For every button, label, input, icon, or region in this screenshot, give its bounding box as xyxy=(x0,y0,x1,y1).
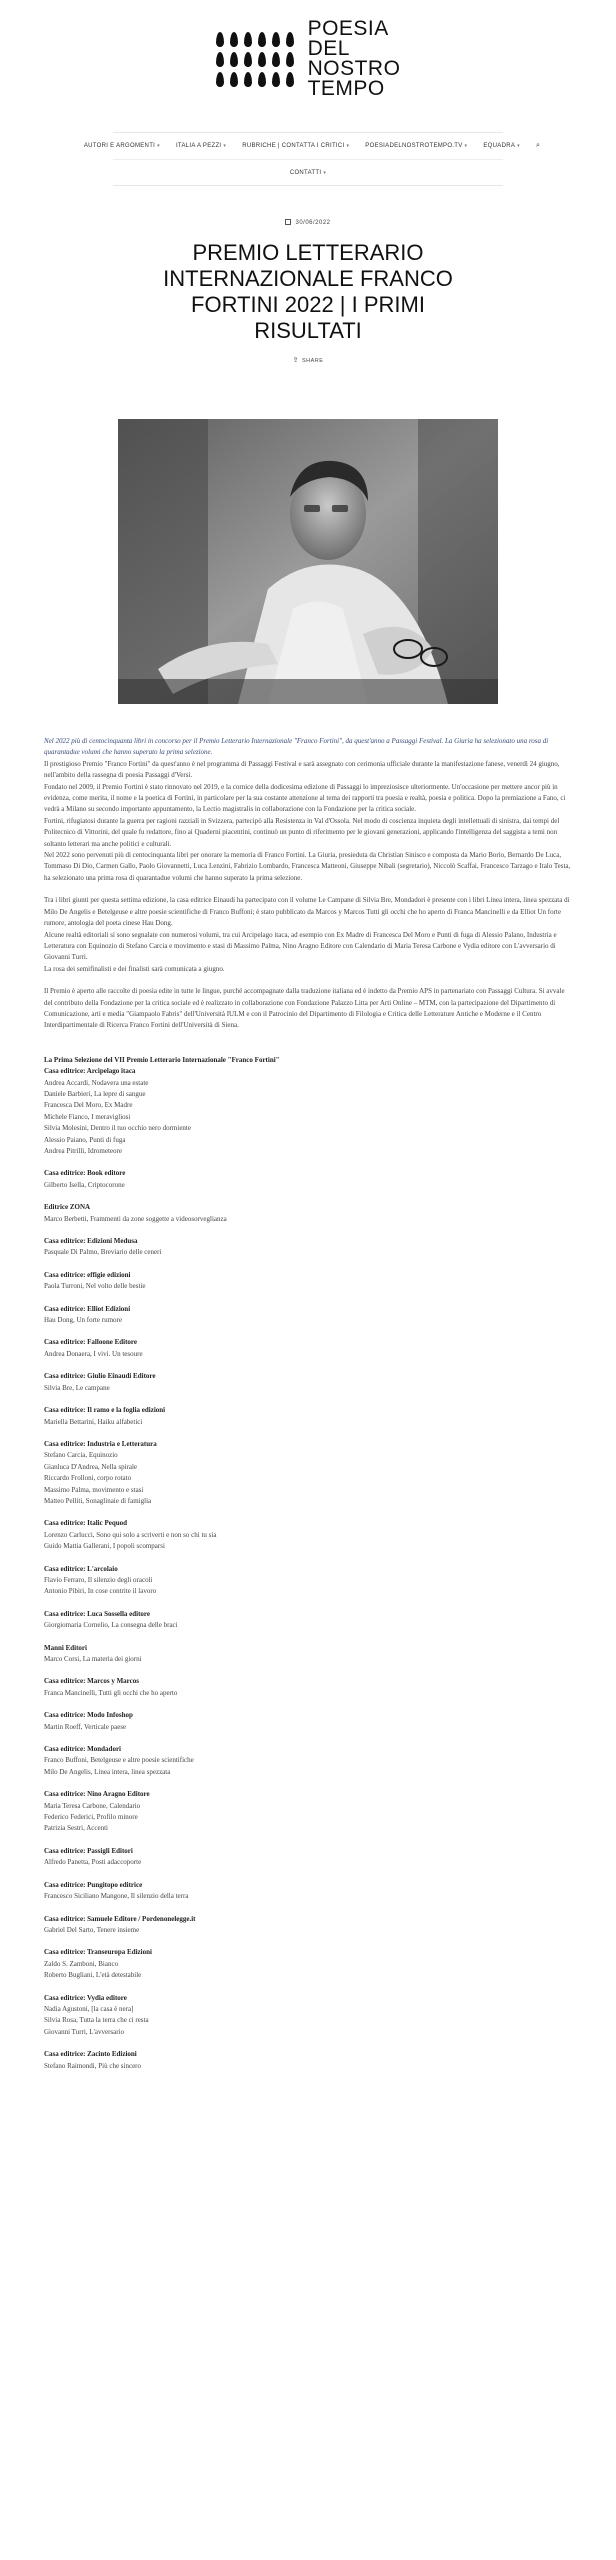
article-paragraph: La rosa dei semifinalisti e dei finalisti sarà comunicata a giugno. xyxy=(44,964,225,973)
logo-line: TEMPO xyxy=(307,77,385,100)
logo-drop-icon xyxy=(286,32,294,47)
publisher-block xyxy=(44,1202,572,1225)
article-paragraph: Alcune realtà editoriali si sono segnalate con numerosi volumi, tra cui Arcipelago itaca, ad esempio con Ex Madre di Francesca Del Moro e Punti di fuga di Alessio Palano, Industria e Letteratura con Equinozio di Stefano Carcia e movimento e stasi di Massimo Palma, Nino Aragno Editore con Calendario di Maria Teresa Carbone e Vydia editore con L'avversario di Giovanni Turri. xyxy=(44,930,557,962)
nav-item-label: CONTATTI xyxy=(289,169,322,176)
book-entry: Riccardo Frolloni, corpo rotato xyxy=(44,1474,132,1483)
article-date-text: 30/06/2022 xyxy=(295,220,331,226)
logo-drop-icon xyxy=(230,32,238,47)
publisher-block xyxy=(44,1880,572,1903)
publisher-block xyxy=(44,1710,572,1733)
publisher-block xyxy=(44,1676,572,1699)
publisher-name: Manni Editori xyxy=(44,1643,87,1652)
article-intro: Nel 2022 più di centocinquanta libri in concorso per il Premio Letterario Internazionale "Franco Fortini", da quest'anno a Passaggi Festival. La Giuria ha selezionato una rosa di quarantadue volumi che hanno superato la prima selezione. xyxy=(44,737,549,757)
publisher-name: Casa editrice: Luca Sossella editore xyxy=(44,1609,151,1618)
book-entry: Mariella Bettarini, Haiku alfabetici xyxy=(44,1417,143,1426)
chevron-down-icon: ▾ xyxy=(323,169,327,176)
book-entry: Stefano Raimondi, Più che sincero xyxy=(44,2061,142,2070)
calendar-icon xyxy=(285,219,291,225)
chevron-down-icon: ▾ xyxy=(157,143,160,149)
book-entry: Franca Mancinelli, Tutti gli occhi che ho aperto xyxy=(44,1688,178,1697)
selection-title: La Prima Selezione del VII Premio Letterario Internazionale "Franco Fortini" xyxy=(44,1055,280,1064)
book-entry: Patrizia Sestri, Accenti xyxy=(44,1824,108,1833)
publisher-block xyxy=(44,1337,572,1360)
publisher-block xyxy=(44,1914,572,1937)
book-entry: Federico Federici, Profilo minore xyxy=(44,1813,138,1822)
book-entry: Daniele Barbieri, La lepre di sangue xyxy=(44,1089,146,1098)
publisher-name: Casa editrice: Il ramo e la foglia edizioni xyxy=(44,1406,166,1415)
publisher-name: Casa editrice: Falloone Editore xyxy=(44,1338,137,1347)
publisher-name: Casa editrice: Edizioni Medusa xyxy=(44,1237,138,1246)
publisher-name: Casa editrice: Vydia editore xyxy=(44,1993,127,2002)
article-paragraph: Nel 2022 sono pervenuti più di centocinquanta libri per onorare la memoria di Franco Fortini. La Giuria, presieduta da Christian Sinisco e composta da Mario Borio, Bernardo De Luca, Tommaso Di Dio, Carmen Gallo, Paolo Giovannetti, Luca Lenzini, Fabrizio Lombardo, Francesca Matteoni, Giuseppe Nibali (segretario), Niccolò Scaffai, Francesco Tarzago e Italo Testa, ha selezionato una prima rosa di quarantadue volumi che hanno superato la prima selezione. xyxy=(44,851,571,882)
publisher-name: Casa editrice: Modo Infoshop xyxy=(44,1711,133,1720)
publisher-name: Casa editrice: effigie edizioni xyxy=(44,1270,131,1279)
publisher-name: Casa editrice: Mondadori xyxy=(44,1745,121,1754)
logo-drop-icon xyxy=(258,72,266,87)
logo-drops-icon xyxy=(216,32,294,87)
nav-item-label: POESIADELNOSTROTEMPO.TV xyxy=(365,143,463,149)
publisher-block xyxy=(44,2049,572,2072)
site-header xyxy=(0,0,616,118)
book-entry: Flavio Ferraro, Il silenzio degli oracoli xyxy=(44,1575,153,1584)
book-entry: Hau Dong, Un forte rumore xyxy=(44,1316,122,1325)
publisher-name: Casa editrice: Book editore xyxy=(44,1169,126,1178)
book-entry: Giorgiomaria Cornelio, La consegna delle braci xyxy=(44,1621,178,1630)
logo-drop-icon xyxy=(244,32,252,47)
article-paragraph: Il prestigioso Premio "Franco Fortini" da quest'anno è nel programma di Passaggi Festival e sarà assegnato con cerimonia ufficiale durante la manifestazione fanese, venerdì 24 giugno, nell'ambito della rassegna di poesia Passaggi d'Versi. xyxy=(44,759,560,780)
book-entry: Silvia Molesini, Dentro il tuo occhio nero dormiente xyxy=(44,1124,191,1133)
book-entry: Gabriel Del Sarto, Tenere insieme xyxy=(44,1925,140,1934)
publisher-name: Casa editrice: Samuele Editore / Pordenonelegge.it xyxy=(44,1914,196,1923)
publisher-block xyxy=(44,1371,572,1394)
logo-drop-icon xyxy=(230,72,238,87)
logo-drop-icon xyxy=(286,72,294,87)
publisher-block xyxy=(44,1609,572,1632)
publisher-block xyxy=(44,1405,572,1428)
publisher-block xyxy=(44,1993,572,2039)
book-entry: Milo De Angelis, Linea intera, linea spezzata xyxy=(44,1767,171,1776)
share-label: SHARE xyxy=(301,358,324,364)
publisher-name: Editrice ZONA xyxy=(44,1203,91,1212)
publisher-block xyxy=(44,1304,572,1327)
book-entry: Lorenzo Carlucci, Sono qui solo a scriverti e non so chi tu sia xyxy=(44,1530,217,1539)
book-entry: Alessio Paiano, Punti di fuga xyxy=(44,1135,126,1144)
logo-line: POESIA xyxy=(307,17,389,40)
publisher-block xyxy=(44,1236,572,1259)
article-featured-image xyxy=(118,419,498,704)
book-entry: Stefano Carcia, Equinozio xyxy=(44,1451,118,1460)
book-entry: Marco Berbetti, Frammenti da zone soggette a videosorveglianza xyxy=(44,1214,227,1223)
chevron-down-icon: ▾ xyxy=(223,143,227,149)
book-entry: Franco Buffoni, Betelgeuse e altre poesie scientifiche xyxy=(44,1756,194,1765)
logo-drop-icon xyxy=(272,72,280,87)
main-navigation xyxy=(83,132,541,186)
logo-drop-icon xyxy=(258,32,266,47)
book-entry: Andrea Donaera, I vivi. Un tesoure xyxy=(44,1349,143,1358)
book-entry: Michele Fianco, I meravigliosi xyxy=(44,1112,131,1121)
publisher-name: Casa editrice: Zacinto Edizioni xyxy=(44,2050,137,2059)
nav-item-rubriche-contatta-i-critici[interactable] xyxy=(242,143,349,149)
publisher-list xyxy=(44,1066,572,2072)
publisher-block xyxy=(44,1744,572,1778)
book-entry: Marco Corsi, La materia dei giorni xyxy=(44,1655,142,1663)
chevron-down-icon: ▾ xyxy=(464,143,468,149)
logo-wordmark xyxy=(308,19,401,99)
publisher-block xyxy=(44,1518,572,1552)
nav-item-label: AUTORI E ARGOMENTI xyxy=(83,143,156,149)
book-entry: Maria Teresa Carbone, Calendario xyxy=(44,1801,141,1810)
logo-drop-icon xyxy=(216,72,224,87)
book-entry: Alfredo Panetta, Posti adaccoporte xyxy=(44,1858,142,1867)
share-icon: ⇪ xyxy=(292,357,299,364)
logo-drop-icon xyxy=(216,52,224,67)
publisher-name: Casa editrice: Industria e Letteratura xyxy=(44,1439,157,1448)
article-body xyxy=(44,736,572,2072)
publisher-name: Casa editrice: L'arcolaio xyxy=(44,1564,118,1573)
book-entry: Francesca Del Moro, Ex Madre xyxy=(44,1101,133,1110)
book-entry: Massimo Palma, movimento e stasi xyxy=(44,1485,144,1494)
publisher-name: Casa editrice: Elliot Edizioni xyxy=(44,1304,131,1313)
nav-item-label: EQUADRA xyxy=(483,143,516,149)
book-entry: Martin Roeff, Verticale paese xyxy=(44,1722,127,1731)
nav-item-equadra[interactable] xyxy=(483,143,520,149)
article-title: PREMIO LETTERARIO INTERNAZIONALE FRANCO FORTINI 2022 | I PRIMI RISULTATI xyxy=(163,240,453,343)
publisher-block xyxy=(44,1846,572,1869)
logo-drop-icon xyxy=(244,52,252,67)
publisher-block xyxy=(44,1564,572,1598)
share-button[interactable] xyxy=(0,356,616,364)
book-entry: Guido Mattia Gallerani, I popoli scomparsi xyxy=(44,1542,165,1551)
book-entry: Nadia Agustoni, [la casa è nera] xyxy=(44,2004,134,2013)
book-entry: Pasquale Di Palmo, Breviario delle ceneri xyxy=(44,1248,162,1257)
portrait-photo xyxy=(118,419,498,704)
nav-item-poesiadelnostrotempo-tv[interactable] xyxy=(365,143,467,149)
site-logo[interactable] xyxy=(216,19,401,99)
logo-drop-icon xyxy=(286,52,294,67)
logo-line: NOSTRO xyxy=(307,57,401,80)
publisher-name: Casa editrice: Marcos y Marcos xyxy=(44,1677,139,1686)
nav-item-label: RUBRICHE | CONTATTA I CRITICI xyxy=(242,143,345,149)
publisher-name: Casa editrice: Italic Pequod xyxy=(44,1519,128,1528)
book-entry: Giovanni Turri, L'avversario xyxy=(44,2027,125,2036)
logo-drop-icon xyxy=(258,52,266,67)
publisher-name: Casa editrice: Passigli Editori xyxy=(44,1846,133,1855)
logo-drop-icon xyxy=(216,32,224,47)
publisher-name: Casa editrice: Nino Aragno Editore xyxy=(44,1790,150,1799)
chevron-down-icon: ▾ xyxy=(517,143,520,149)
book-entry: Silvia Bre, Le campane xyxy=(44,1383,110,1392)
article-paragraph: Il Premio è aperto alle raccolte di poesia edite in tutte le lingue, purché accompagnate dalla traduzione italiana ed è indetto da Premio APS in partenariato con Passaggi Cultura. Si avvale del contributo della Fondazione per la critica sociale ed è realizzato in collaborazione con Fondazione Palazzo Litta per Arti Online – MTM, con la partecipazione del Dipartimento di Comunicazione, arti e media "Giampaolo Fabris" dell'Università IULM e con il Patrocinio del Dipartimento di Filologia e Critica delle Letterature Antiche e Moderne e il Centro Interdipartimentale di Ricerca Franco Fortini dell'Università di Siena. xyxy=(44,987,565,1030)
nav-row-secondary xyxy=(113,159,503,185)
book-entry: Andrea Pitrilli, Idrometeore xyxy=(44,1147,122,1155)
book-entry: Paola Turroni, Nel volto delle bestie xyxy=(44,1282,146,1291)
book-entry: Roberto Bugliani, L'età detestabile xyxy=(44,1971,142,1980)
publisher-name: Casa editrice: Giulio Einaudi Editore xyxy=(44,1372,156,1381)
publisher-block xyxy=(44,1643,572,1666)
publisher-block xyxy=(44,1270,572,1293)
logo-drop-icon xyxy=(272,32,280,47)
chevron-down-icon: ▾ xyxy=(346,143,350,149)
nav-item-contatti[interactable] xyxy=(290,170,326,176)
article-paragraph: Fondato nel 2009, il Premio Fortini è stato rinnovato nel 2019, e la cornice della dodicesima edizione di Passaggi lo impreziosisce ulteriormente. Un'occasione per mettere ancor più in evidenza, come merita, il nome e la poetica di Fortini, in particolare per la sua costante attenzione al tema dei rapporti tra poesia e realtà, poesia e politica. Dopo la premiazione a Fano, ci vedrà a Milano su secondo importante appuntamento, la Lectio magistralis in collaborazione con la Fondazione per la critica sociale. xyxy=(44,782,566,814)
logo-drop-icon xyxy=(272,52,280,67)
publisher-block xyxy=(44,1789,572,1835)
publisher-name: Casa editrice: Arcipelago itaca xyxy=(44,1067,136,1076)
article-paragraph: Tra i libri giunti per questa settima edizione, la casa editrice Einaudi ha partecipato con il volume Le Campane di Silvia Bre, Mondadori è presente con i libri Linea intera, linea spezzata di Milo De Angelis e Betelgeuse e altre poesie scientifiche di Franco Buffoni; è stato pubblicato da Marcos y Marcos Tutti gli occhi che ho aperto di Franca Mancinelli e da Elliot Un forte rumore, antologia del poeta cinese Hau Dong. xyxy=(44,896,570,928)
article-paragraph: Fortini, rifugiatosi durante la guerra per ragioni razziali in Svizzera, partecipò alla Resistenza in Val d'Ossola. Nel modo di coscienza inquieta degli intellettuali di sinistra, dai tempi del Politecnico di Vittorini, del quale fu redattore, fino ai Quaderni piacentini, continuò un punto di riferimento per le giovani generazioni, applicando l'intelligenza del saggista a temi non soltanto letterari ma anche politici e culturali. xyxy=(44,816,560,848)
book-entry: Antonio Pibiri, In cose contrite il lavoro xyxy=(44,1587,157,1596)
book-entry: Gianluca D'Andrea, Nella spirale xyxy=(44,1462,137,1471)
publisher-name: Casa editrice: Pungitopo editrice xyxy=(44,1880,143,1889)
book-entry: Gilberto Isella, Criptocorone xyxy=(44,1180,125,1189)
article-date xyxy=(0,219,616,226)
publisher-block xyxy=(44,1439,572,1507)
book-entry: Andrea Accardi, Nodavera una estate xyxy=(44,1078,149,1087)
publisher-name: Casa editrice: Transeuropa Edizioni xyxy=(44,1948,152,1957)
publisher-block xyxy=(44,1168,572,1191)
nav-row-primary xyxy=(83,133,541,159)
search-icon[interactable]: ⌕ xyxy=(535,142,541,149)
publisher-block xyxy=(44,1947,572,1981)
logo-drop-icon xyxy=(244,72,252,87)
nav-item-label: ITALIA A PEZZI xyxy=(175,143,222,149)
logo-drop-icon xyxy=(230,52,238,67)
logo-line: DEL xyxy=(307,37,350,60)
book-entry: Francesco Siciliano Mangone, Il silenzio della terra xyxy=(44,1892,189,1901)
publisher-block xyxy=(44,1066,572,1157)
book-entry: Zaldo S. Zamboni, Bianco xyxy=(44,1959,119,1968)
nav-item-autori-e-argomenti[interactable] xyxy=(84,143,160,149)
book-entry: Silvia Rosa, Tutta la terra che ci resta xyxy=(44,2016,149,2025)
book-entry: Matteo Pelliti, Sonaglinaie di famiglia xyxy=(44,1496,152,1505)
nav-item-italia-a-pezzi[interactable] xyxy=(176,143,226,149)
